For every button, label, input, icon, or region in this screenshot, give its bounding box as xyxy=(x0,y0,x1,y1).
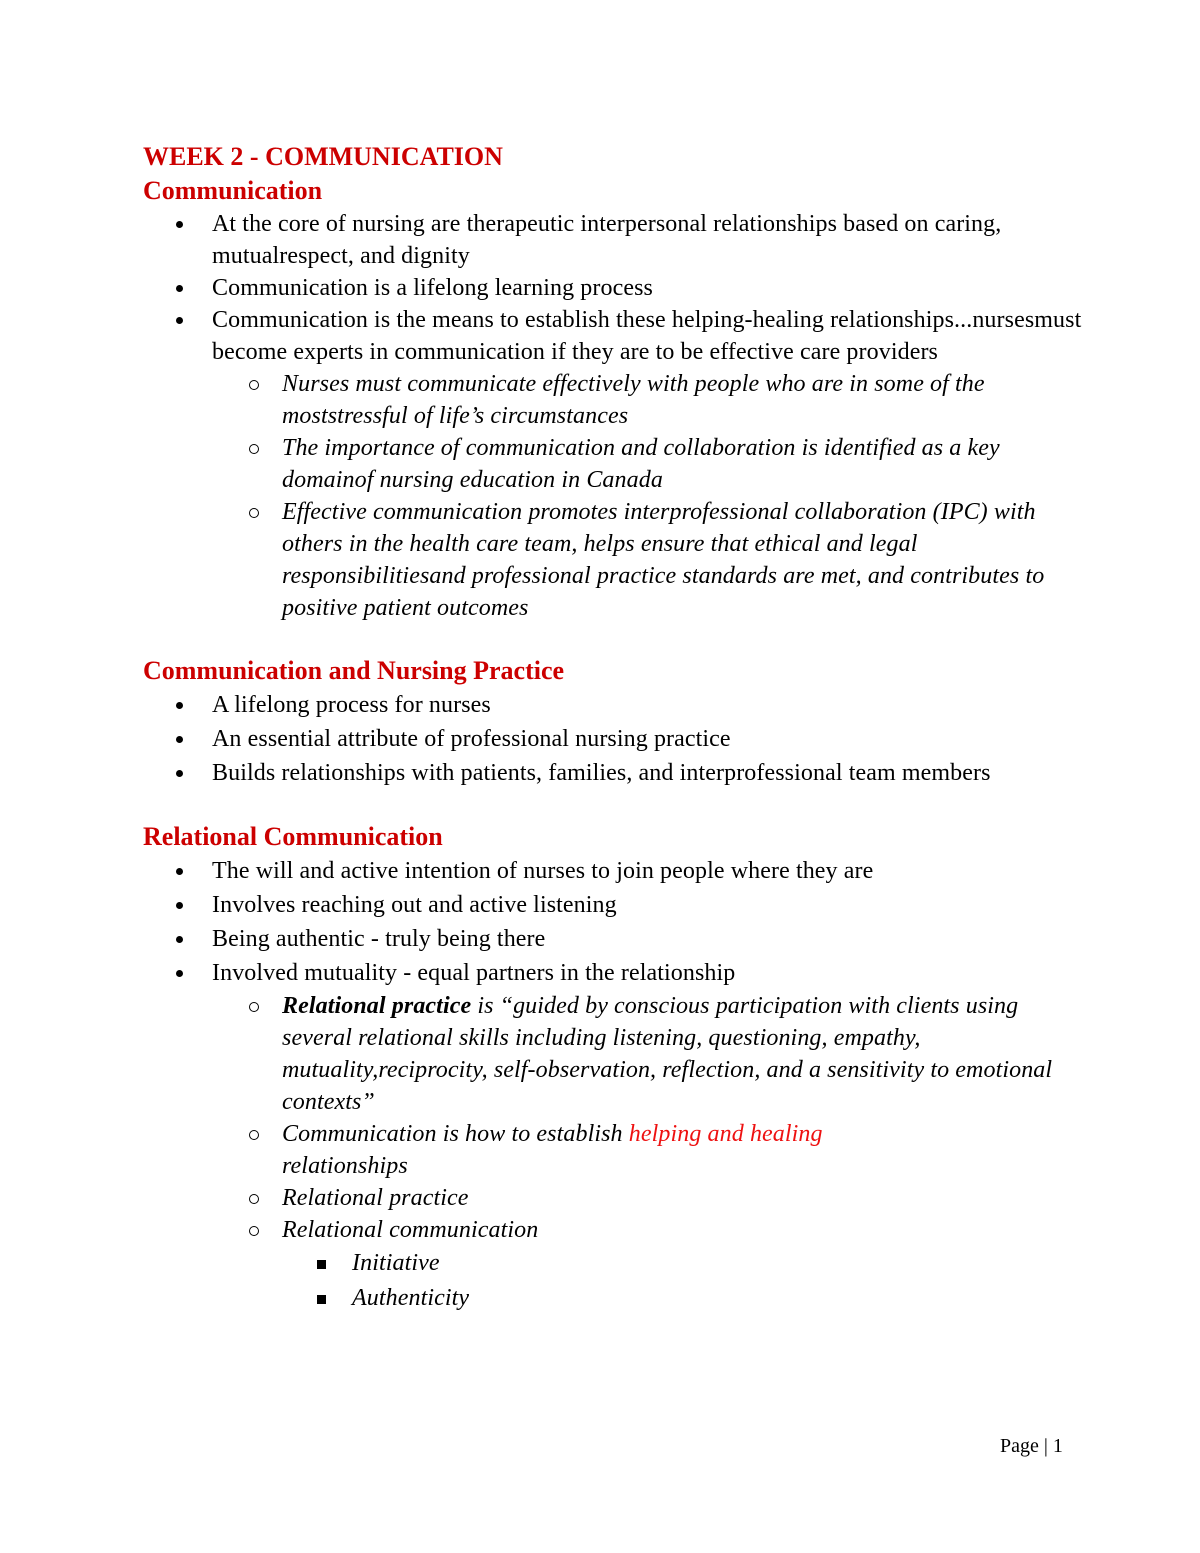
sub-list-item-text: Communication is how to establish xyxy=(282,1121,629,1147)
bullet-dot-icon xyxy=(176,902,183,909)
document-content xyxy=(143,140,1083,1316)
list-item xyxy=(143,956,1083,1316)
list-item-text: At the core of nursing are therapeutic interpersonal relationships based on caring, mutualrespect, and dignity xyxy=(212,211,1002,269)
highlighted-text: helping and healing xyxy=(628,1121,823,1147)
list-item-text: Communication is a lifelong learning process xyxy=(212,275,653,301)
sub-list-item-text: Relational practice xyxy=(282,1185,469,1211)
bullet-dot-icon xyxy=(176,221,183,228)
sub-list-item xyxy=(212,1214,1083,1316)
bullet-dot-icon xyxy=(176,936,183,943)
list-item-text: Builds relationships with patients, families, and interprofessional team members xyxy=(212,760,991,786)
sub-list-item xyxy=(212,1182,1083,1214)
bullet-dot-icon xyxy=(176,317,183,324)
bullet-circle-icon xyxy=(249,1194,259,1204)
list-item-text: The will and active intention of nurses to join people where they are xyxy=(212,858,874,884)
section-heading-communication: Communication xyxy=(143,176,323,205)
list-item xyxy=(143,922,1083,956)
list-item-text: Involved mutuality - equal partners in the relationship xyxy=(212,960,736,986)
section-heading-relational-communication: Relational Communication xyxy=(143,822,443,851)
section-heading-communication-nursing-practice: Communication and Nursing Practice xyxy=(143,656,565,685)
sub-list-item xyxy=(212,990,1083,1118)
page-footer: Page | 1 xyxy=(1000,1435,1063,1457)
list-item xyxy=(143,756,1083,790)
list-item xyxy=(143,722,1083,756)
list-item-text: Being authentic - truly being there xyxy=(212,926,546,952)
list-item xyxy=(143,888,1083,922)
list-item xyxy=(143,854,1083,888)
bullet-list xyxy=(143,854,1083,1316)
relational-practice-term: Relational practice xyxy=(282,993,472,1019)
bullet-circle-icon xyxy=(249,1002,259,1012)
sub-list-item-text: The importance of communication and collaboration is identified as a key domainof nursing education in Canada xyxy=(282,435,1000,493)
bullet-circle-icon xyxy=(249,508,259,518)
bullet-circle-icon xyxy=(249,1130,259,1140)
bullet-dot-icon xyxy=(176,970,183,977)
list-item-text: Involves reaching out and active listening xyxy=(212,892,617,918)
list-item xyxy=(143,272,1083,304)
sub-bullet-list xyxy=(212,368,1083,624)
bullet-dot-icon xyxy=(176,736,183,743)
list-item xyxy=(143,208,1083,272)
sub-sub-list-item-text: Initiative xyxy=(352,1250,440,1276)
bullet-list xyxy=(143,208,1083,624)
sub-sub-bullet-list xyxy=(282,1246,1083,1316)
sub-sub-list-item xyxy=(282,1246,1083,1281)
bullet-square-icon xyxy=(317,1260,326,1269)
sub-sub-list-item xyxy=(282,1281,1083,1316)
bullet-circle-icon xyxy=(249,1226,259,1236)
sub-sub-list-item-text: Authenticity xyxy=(352,1285,470,1311)
sub-bullet-list xyxy=(212,990,1083,1316)
sub-list-item xyxy=(212,496,1083,624)
sub-list-item-text: Nurses must communicate effectively with people who are in some of the moststressful of life’s circumstances xyxy=(282,371,985,429)
bullet-circle-icon xyxy=(249,444,259,454)
list-item-text: A lifelong process for nurses xyxy=(212,692,491,718)
sub-list-item-text: Effective communication promotes interprofessional collaboration (IPC) with others in the health care team, helps ensure that ethical and legal responsibilitiesand professional practice standards are met, and contributes to positive patient outcomes xyxy=(282,499,1045,621)
sub-list-item-text-end: relationships xyxy=(282,1153,408,1179)
list-item xyxy=(143,304,1083,624)
sub-list-item-text: is “guided by conscious participation with clients using several relational skills including listening, questioning, empathy, mutuality,reciprocity, self-observation, reflection, and a sensitivity to emotional xyxy=(282,993,1053,1083)
list-item xyxy=(143,688,1083,722)
bullet-square-icon xyxy=(317,1295,326,1304)
sub-list-item-text-end: contexts” xyxy=(282,1089,375,1115)
bullet-dot-icon xyxy=(176,868,183,875)
list-item-text: An essential attribute of professional nursing practice xyxy=(212,726,731,752)
bullet-dot-icon xyxy=(176,285,183,292)
sub-list-item xyxy=(212,368,1083,432)
bullet-dot-icon xyxy=(176,770,183,777)
bullet-list xyxy=(143,688,1083,790)
sub-list-item-text: Relational communication xyxy=(282,1217,539,1243)
sub-list-item xyxy=(212,432,1083,496)
list-item-text: Communication is the means to establish these helping-healing relationships...nursesmust become experts in communication if they are to be effective care providers xyxy=(212,307,1082,365)
bullet-dot-icon xyxy=(176,702,183,709)
page-title: WEEK 2 - COMMUNICATION xyxy=(143,142,503,171)
sub-list-item xyxy=(212,1118,1083,1182)
bullet-circle-icon xyxy=(249,380,259,390)
